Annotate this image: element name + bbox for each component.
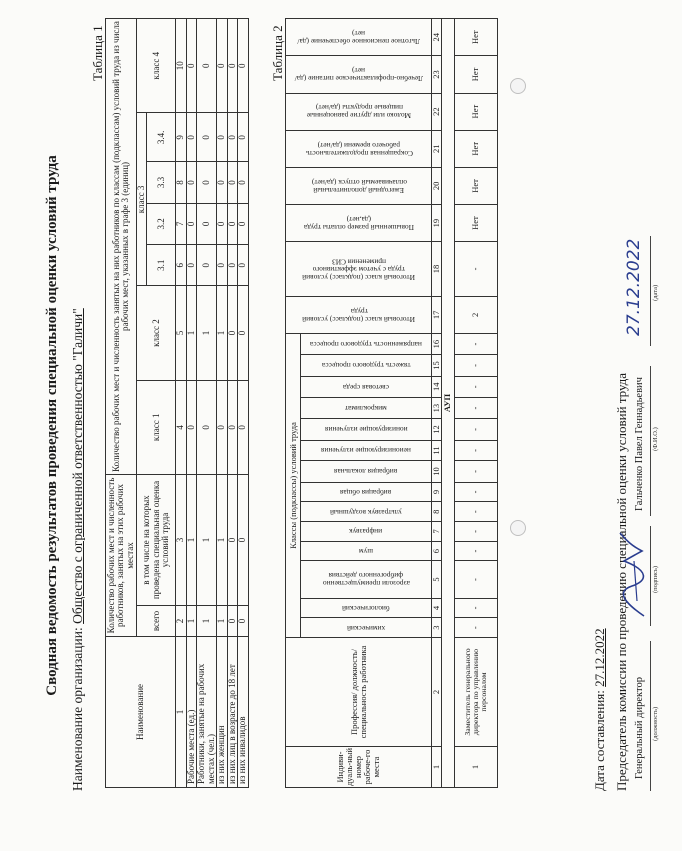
col-num: 14 — [432, 376, 442, 397]
th-col: Ежегодный дополнительный оплачиваемый отпуск (да/нет) — [310, 177, 407, 195]
th-sout: в том числе на которых проведена специальная оценка условий труда — [137, 475, 176, 606]
cell: 0 — [227, 286, 237, 380]
chair-name: Гальченко Павел Геннадьевич — [634, 377, 645, 511]
cell: 0 — [227, 19, 237, 113]
cell: 0 — [238, 606, 248, 637]
th-col: вибрация общая — [340, 487, 392, 497]
col-num: 1 — [176, 637, 186, 788]
cell: - — [454, 376, 497, 397]
cell: Нет — [454, 56, 497, 93]
th-col: Льготное пенсионное обеспечение (да/нет) — [297, 29, 420, 46]
cell: 1 — [217, 286, 227, 380]
col-num: 9 — [176, 113, 186, 162]
col-num: 6 — [432, 541, 442, 561]
th-col: неионизирующие излучения — [321, 446, 411, 456]
col-num: 18 — [432, 242, 442, 297]
col-num: 15 — [432, 355, 442, 376]
cell: - — [454, 333, 497, 354]
cell: 0 — [186, 162, 196, 203]
document-title: Сводная ведомость результатов проведения специальной оценки условий труда — [44, 155, 60, 696]
cell: 0 — [238, 286, 248, 380]
table-row — [227, 19, 237, 788]
cell: 0 — [186, 113, 196, 162]
cell: - — [454, 482, 497, 502]
th-name: Наименование — [106, 637, 176, 788]
cell: - — [454, 541, 497, 561]
th-col: световая среда — [343, 382, 389, 392]
cell: 1 — [186, 606, 196, 637]
th-class2: класс 2 — [137, 286, 176, 380]
cell: 1 — [197, 475, 217, 606]
cell: Нет — [454, 19, 497, 56]
date-line — [592, 628, 608, 791]
table-row — [238, 19, 248, 788]
th-col: биологический — [342, 603, 390, 613]
col-num: 4 — [176, 380, 186, 474]
th-col: Молоко или другие равноценные пищевые продукты (да/нет) — [306, 103, 411, 121]
cell: 0 — [227, 380, 237, 474]
cell: 0 — [227, 162, 237, 203]
th-col: шум — [359, 546, 373, 556]
th-31: 3.1 — [147, 245, 176, 286]
cell: 0 — [217, 245, 227, 286]
th-col: микроклимат — [345, 404, 387, 414]
col-num: 1 — [432, 747, 442, 788]
th-col: Итоговый класс (подкласс) условий труда — [302, 306, 415, 324]
col-num: 5 — [432, 561, 442, 598]
col-num: 16 — [432, 333, 442, 354]
table-row — [217, 19, 227, 788]
th-34: 3.4. — [147, 113, 176, 162]
cell: 0 — [217, 113, 227, 162]
org-name: Общество с ограниченной ответственностью "Галичи" — [70, 308, 85, 624]
col-num: 3 — [432, 618, 442, 638]
workplace-table — [285, 18, 498, 788]
date-value: 27.12.2022 — [592, 628, 607, 687]
date-label: Дата составления: — [592, 690, 607, 791]
row-label: из них лиц в возрасте до 18 лет — [227, 637, 237, 788]
col-num: 6 — [176, 245, 186, 286]
th-total: всего — [137, 606, 176, 637]
cell: Нет — [454, 167, 497, 204]
table-row — [197, 19, 217, 788]
cell: - — [454, 561, 497, 598]
th-id: Индиви-дуаль-ный номер рабоче-го места — [286, 747, 432, 788]
th-class1: класс 1 — [137, 380, 176, 474]
cell: - — [454, 618, 497, 638]
th-32: 3.2 — [147, 203, 176, 244]
th-col: вибрация локальная — [334, 467, 398, 477]
chair-position: Генеральный директор — [634, 677, 645, 779]
cell: - — [454, 242, 497, 297]
cell: 0 — [186, 19, 196, 113]
org-label: Наименование организации: — [70, 627, 85, 791]
table-row — [454, 19, 497, 788]
row-label: Работники, занятые на рабочих местах (чел.) — [197, 637, 217, 788]
cell: 0 — [227, 245, 237, 286]
cell: 0 — [197, 203, 217, 244]
cell: Нет — [454, 93, 497, 130]
profession: Заместитель генерального директора по управлению персоналом — [454, 638, 497, 747]
cell: 0 — [238, 475, 248, 606]
col-num: 8 — [432, 502, 442, 522]
cell: 0 — [227, 203, 237, 244]
col-num: 3 — [176, 475, 186, 606]
hint-position: (должность) — [652, 706, 659, 741]
cell: 0 — [197, 113, 217, 162]
cell: 0 — [227, 475, 237, 606]
col-num: 4 — [432, 598, 442, 618]
cell: 0 — [217, 19, 227, 113]
cell: 0 — [217, 203, 227, 244]
col-num: 19 — [432, 205, 442, 242]
col-num: 24 — [432, 19, 442, 56]
th-col: Сокращенная продолжительность рабочего времени (да/нет) — [304, 140, 413, 158]
chair-label: Председатель комиссии по проведению специальной оценки условий труда — [614, 372, 629, 791]
cell: - — [454, 461, 497, 482]
group-row: АУП — [441, 19, 454, 788]
cell: - — [454, 598, 497, 618]
col-num: 12 — [432, 419, 442, 440]
th-col: Лечебно-профилактическое питание (да/нет) — [294, 66, 423, 84]
col-num: 10 — [176, 19, 186, 113]
cell: - — [454, 522, 497, 542]
hint-date: (дата) — [652, 284, 659, 301]
col-num: 2 — [432, 638, 442, 747]
cell: Нет — [454, 130, 497, 167]
cell: 0 — [186, 203, 196, 244]
th-col: напряженность трудового процесса — [310, 339, 422, 349]
cell: 0 — [186, 245, 196, 286]
col-num: 7 — [432, 522, 442, 542]
workplace-id: 1 — [454, 747, 497, 788]
cell: 1 — [197, 606, 217, 637]
col-num: 10 — [432, 461, 442, 482]
th-col: ультразвук воздушный — [330, 507, 402, 517]
cell: 0 — [217, 162, 227, 203]
col-num: 7 — [176, 203, 186, 244]
th-classes: Количество рабочих мест и численность занятых на них работников по классам (подклассам) условий труда из числа рабочих мест, указанных в графе 3 (единиц) — [106, 19, 137, 475]
cell: 1 — [186, 475, 196, 606]
col-num: 21 — [432, 130, 442, 167]
cell: 1 — [186, 286, 196, 380]
cell: - — [454, 419, 497, 440]
th-col: Итоговый класс (подкласс) условий труда с учетом эффективного применения СИЗ — [302, 257, 415, 282]
th-class4: класс 4 — [137, 19, 176, 113]
th-classes: Классы (подклассы) условий труда — [286, 333, 301, 637]
row-label: из них инвалидов — [238, 637, 248, 788]
cell: - — [454, 397, 497, 418]
row-label: Рабочие места (ед.) — [186, 637, 196, 788]
table-row — [186, 19, 196, 788]
col-num: 17 — [432, 296, 442, 333]
cell: 0 — [197, 245, 217, 286]
organization-line — [70, 308, 86, 791]
th-col: химический — [346, 623, 386, 633]
cell: 0 — [238, 113, 248, 162]
th-col: ионизирующие излучения — [324, 425, 408, 435]
cell: - — [454, 355, 497, 376]
cell: 0 — [197, 162, 217, 203]
cell: Нет — [454, 205, 497, 242]
cell: 0 — [227, 113, 237, 162]
cell: 0 — [197, 380, 217, 474]
th-col: Повышенный размер оплаты труда (да,нет) — [303, 215, 414, 232]
signature-image — [612, 531, 652, 621]
col-num: 22 — [432, 93, 442, 130]
col-num: 2 — [176, 606, 186, 637]
cell: 0 — [197, 19, 217, 113]
col-num: 8 — [176, 162, 186, 203]
cell: 2 — [454, 296, 497, 333]
col-num: 20 — [432, 167, 442, 204]
th-count: Количество рабочих мест и численность работников, занятых на этих рабочих местах — [106, 475, 137, 637]
col-num: 5 — [176, 286, 186, 380]
cell: 0 — [238, 203, 248, 244]
cell: - — [454, 440, 497, 461]
th-33: 3.3 — [147, 162, 176, 203]
hint-fio: (Ф.И.О.) — [652, 427, 659, 451]
cell: 0 — [238, 19, 248, 113]
hint-signature: (подпись) — [652, 566, 659, 593]
table2-caption: Таблица 2 — [270, 25, 285, 81]
th-class3: класс 3 — [137, 113, 147, 286]
cell: 0 — [227, 606, 237, 637]
cell: 1 — [197, 286, 217, 380]
table1-caption: Таблица 1 — [90, 25, 105, 81]
cell: 0 — [217, 380, 227, 474]
cell: 0 — [238, 380, 248, 474]
th-profession: Профессия/ должность/ специальность работника — [286, 638, 432, 747]
summary-table — [105, 18, 249, 788]
cell: 0 — [186, 380, 196, 474]
th-col: инфразвук — [349, 527, 383, 537]
cell: 1 — [217, 606, 227, 637]
col-num: 9 — [432, 482, 442, 502]
th-col: аэрозоли преимущественно фиброгенного действия — [322, 571, 410, 589]
row-label: из них женщин — [217, 637, 227, 788]
th-col: тяжесть трудового процесса — [321, 361, 411, 371]
col-num: 11 — [432, 440, 442, 461]
cell: 1 — [217, 475, 227, 606]
cell: 0 — [238, 245, 248, 286]
cell: 0 — [238, 162, 248, 203]
handwritten-date: 27.12.2022 — [624, 238, 644, 336]
cell: - — [454, 502, 497, 522]
col-num: 13 — [432, 397, 442, 418]
col-num: 23 — [432, 56, 442, 93]
